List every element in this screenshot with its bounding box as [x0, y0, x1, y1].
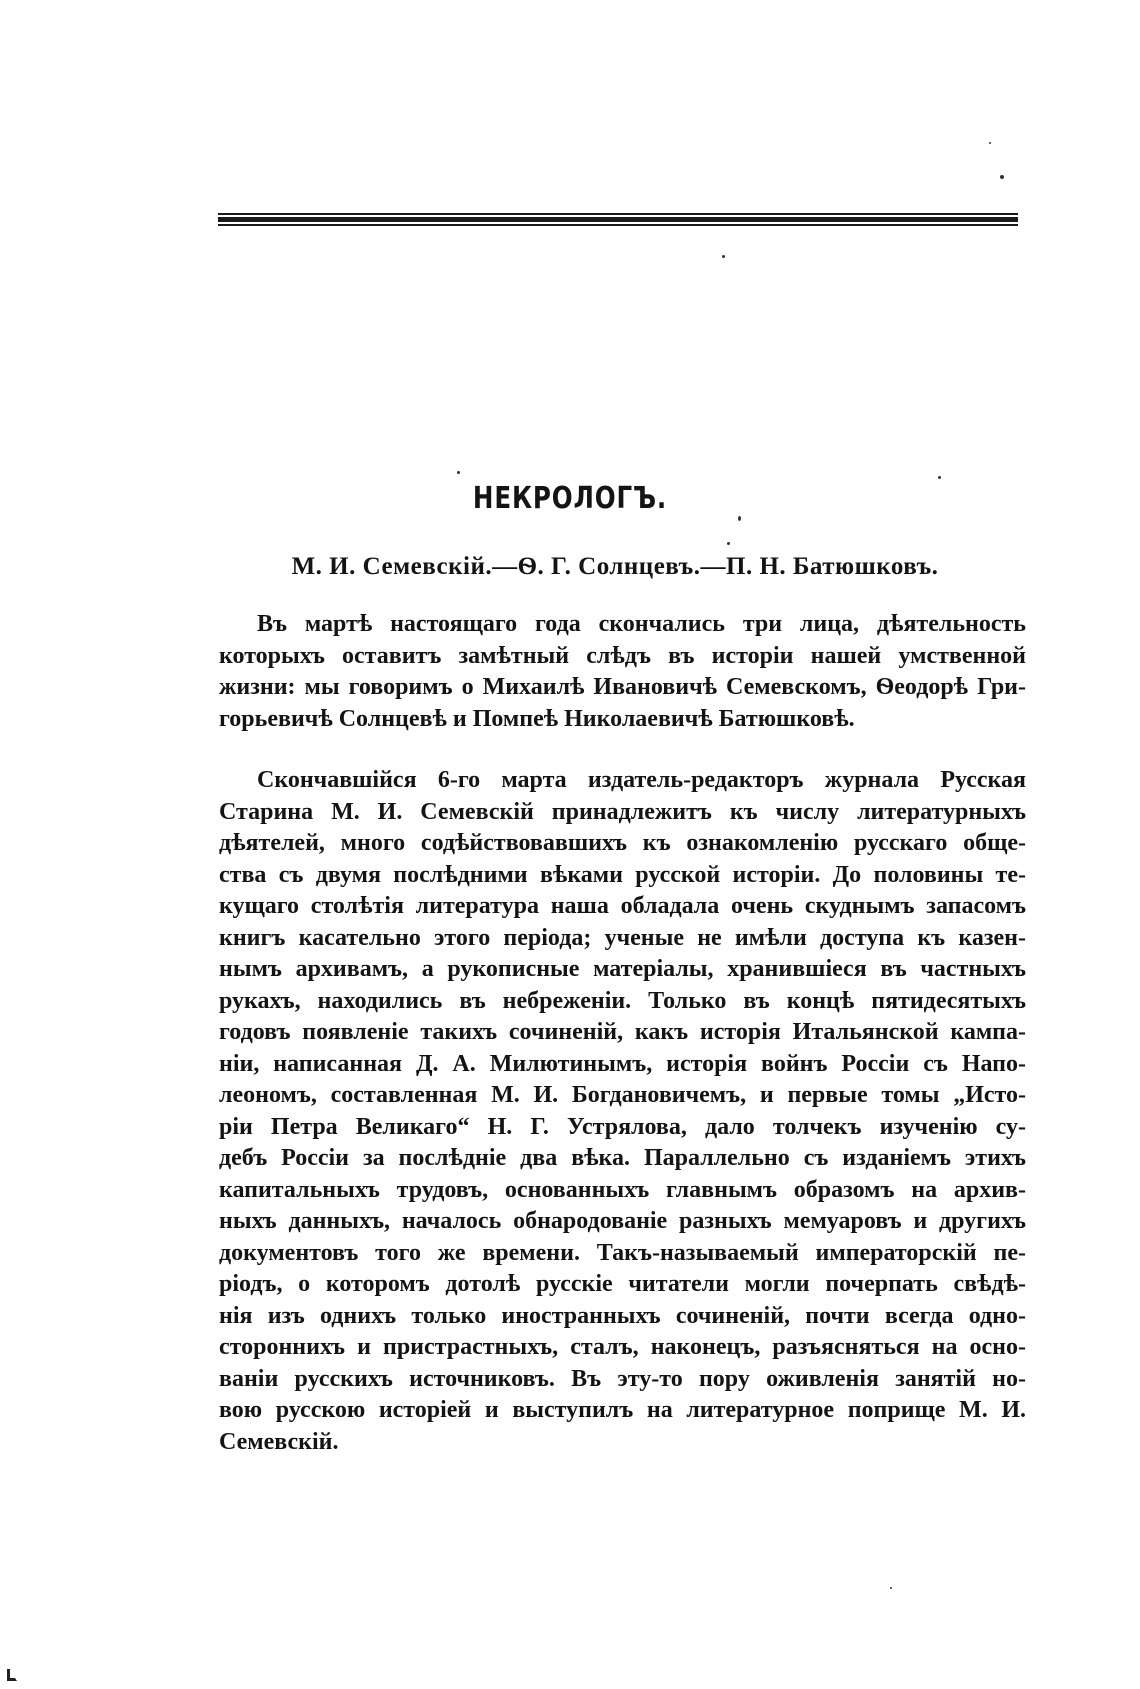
corner-mark: [6, 1668, 18, 1682]
text-line: которыхъ оставитъ замѣтный слѣдъ въ исторіи нашей умственной: [219, 642, 1026, 669]
text-line: годовъ появленіе такихъ сочиненій, какъ исторія Итальянской кампа-: [219, 1019, 1026, 1045]
text-line: ріодъ, о которомъ дотолѣ русскіе читатели могли почерпать свѣдѣ-: [219, 1271, 1026, 1297]
speck: [938, 476, 941, 479]
text-line: жизни: мы говоримъ о Михаилѣ Ивановичѣ Семевскомъ, Ѳеодорѣ Гри-: [219, 674, 1026, 700]
text-line: стороннихъ и пристрастныхъ, сталъ, наконецъ, разъясняться на осно-: [219, 1334, 1026, 1360]
page-heading: НЕКРОЛОГЪ.: [472, 481, 668, 516]
text-line: леономъ, составленная М. И. Богдановичемъ, и первые томы „Исто-: [219, 1082, 1026, 1108]
text-line: Скончавшійся 6-го марта издатель-редакторъ журнала Русская: [257, 767, 1026, 793]
rule-thin-line: [218, 224, 1018, 226]
text-line: ніи, написанная Д. А. Милютинымъ, исторія войнъ Россіи съ Напо-: [219, 1050, 1026, 1077]
text-line: Въ мартѣ настоящаго года скончались три лица, дѣятельность: [257, 611, 1026, 637]
speck: [457, 471, 460, 474]
speck: [738, 516, 741, 521]
text-line: горьевичѣ Солнцевѣ и Помпеѣ Николаевичѣ Батюшковѣ.: [219, 705, 855, 732]
text-line: кущаго столѣтія литература наша обладала очень скуднымъ запасомъ: [219, 893, 1026, 919]
text-line: рукахъ, находились въ небреженіи. Только въ концѣ пятидесятыхъ: [219, 987, 1026, 1014]
top-double-rule: [218, 213, 1018, 227]
text-line: дебъ Россіи за послѣдніе два вѣка. Параллельно съ изданіемъ этихъ: [219, 1145, 1026, 1171]
text-line: книгъ касательно этого періода; ученые не имѣли доступа къ казен-: [219, 924, 1026, 951]
text-line: ріи Петра Великаго“ Н. Г. Устрялова, дало толчекъ изученію су-: [219, 1113, 1026, 1140]
subheading-names: М. И. Семевскій.—Ѳ. Г. Солнцевъ.—П. Н. Батюшковъ.: [291, 553, 939, 580]
rule-thin-line: [218, 213, 1018, 215]
text-line: документовъ того же времени. Такъ-называемый императорскій пе-: [219, 1239, 1026, 1266]
speck: [722, 255, 725, 258]
text-line: дѣятелей, много содѣйствовавшихъ къ ознакомленію русскаго обще-: [219, 830, 1026, 856]
text-line: нія изъ однихъ только иностранныхъ сочиненій, почти всегда одно-: [219, 1302, 1026, 1329]
speck: [989, 142, 991, 144]
paragraph-1: [219, 609, 1026, 735]
text-line: вою русскою исторіей и выступилъ на литературное поприще М. И.: [219, 1397, 1026, 1423]
text-line: ныхъ данныхъ, началось обнародованіе разныхъ мемуаровъ и другихъ: [219, 1208, 1026, 1234]
text-line: капитальныхъ трудовъ, основанныхъ главнымъ образомъ на архив-: [219, 1176, 1026, 1203]
speck: [890, 1587, 892, 1589]
text-line: Старина М. И. Семевскій принадлежитъ къ числу литературныхъ: [219, 798, 1026, 825]
text-line: нымъ архивамъ, а рукописные матеріалы, хранившіеся въ частныхъ: [219, 956, 1026, 982]
paragraph-2: [219, 765, 1026, 1458]
speck: [1000, 175, 1004, 179]
rule-thick-line: [218, 217, 1018, 222]
text-line: ваніи русскихъ источниковъ. Въ эту-то пору оживленія занятій но-: [219, 1365, 1026, 1392]
speck: [727, 542, 730, 545]
text-line: ства съ двумя послѣдними вѣками русской исторіи. До половины те-: [219, 861, 1026, 888]
text-line: Семевскій.: [219, 1428, 339, 1455]
